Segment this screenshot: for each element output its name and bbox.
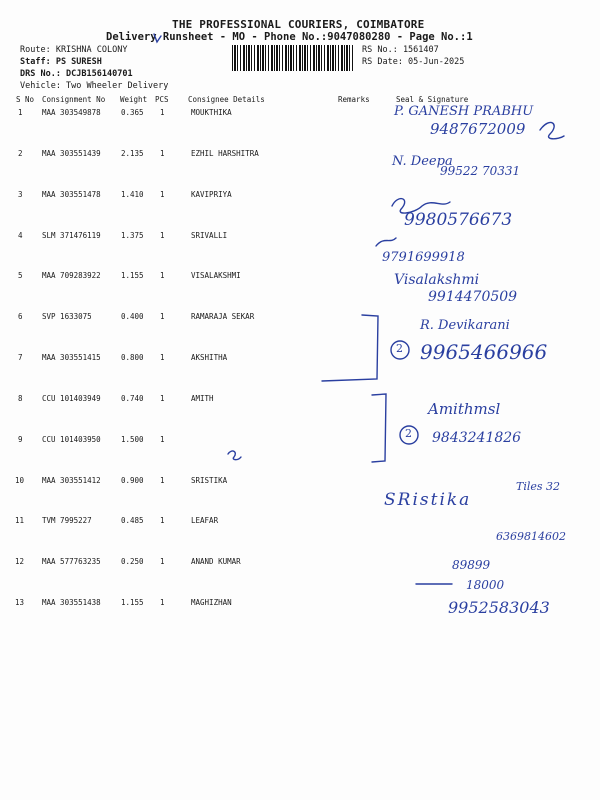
sig2-name: N. Deepa [392,154,453,169]
row-sno: 13 [15,598,25,607]
row-consignee: VISALAKSHMI [191,271,241,280]
row-consignee: LEAFAR [191,516,219,525]
rs-date-label: RS Date: 05-Jun-2025 [362,57,465,67]
row-consignee: AKSHITHA [191,353,228,362]
col-weight: Weight [120,95,148,104]
row-sno: 10 [15,476,25,485]
row-weight: 1.155 [121,271,144,280]
row-sno: 5 [18,271,23,280]
row-consignment: MAA 303551415 [42,353,101,362]
row-sno: 3 [18,190,23,199]
row-consignee: EZHIL HARSHITRA [191,149,259,158]
row-pcs: 1 [160,598,165,607]
row-consignment: CCU 101403949 [42,394,101,403]
sig6-name: R. Devikarani [420,318,510,333]
sig3-phone: 9980576673 [404,210,513,230]
sig4-phone: 9791699918 [382,250,465,265]
sig1-name: P. GANESH PRABHU [394,104,534,119]
row-pcs: 1 [160,108,165,117]
row-weight: 1.410 [121,190,144,199]
tick-mark [154,34,161,42]
sig10-note: Tiles 32 [516,480,561,493]
row-consignee: SRIVALLI [191,231,228,240]
route-label: Route: KRISHNA COLONY [20,45,128,55]
row-consignment: SVP 1633075 [42,312,92,321]
row-sno: 4 [18,231,23,240]
row-pcs: 1 [160,231,165,240]
row-sno: 9 [18,435,23,444]
row-weight: 0.485 [121,516,144,525]
row-consignee: ANAND KUMAR [191,557,241,566]
row-sno: 7 [18,353,23,362]
sig2-phone: 99522 70331 [440,164,521,178]
col-seal: Seal & Signature [396,95,469,104]
runsheet-title: Delivery Runsheet - MO - Phone No.:9047080280 - Page No.:1 [106,31,473,43]
row-consignee: KAVIPRIYA [191,190,232,199]
row-sno: 8 [18,394,23,403]
sig12-phone: 89899 [452,558,491,572]
bracket-rows-8-9 [372,394,386,462]
vehicle-label: Vehicle: Two Wheeler Delivery [20,81,169,91]
drs-label: DRS No.: DCJB156140701 [20,69,133,79]
row-weight: 0.740 [121,394,144,403]
row-weight: 0.900 [121,476,144,485]
row-weight: 0.365 [121,108,144,117]
row-consignment: MAA 303549878 [42,108,101,117]
company-title: THE PROFESSIONAL COURIERS, COIMBATORE [172,18,425,31]
row-pcs: 1 [160,271,165,280]
col-sno: S No [16,95,35,104]
row-consignment: SLM 371476119 [42,231,101,240]
row-consignee: MAGHIZHAN [191,598,232,607]
rs-no-label: RS No.: 1561407 [362,45,439,55]
ink-squiggle [228,451,241,460]
row-pcs: 1 [160,557,165,566]
row-pcs: 1 [160,394,165,403]
row-consignment: MAA 303551412 [42,476,101,485]
row-weight: 1.500 [121,435,144,444]
row-sno: 1 [18,108,23,117]
row-consignment: MAA 577763235 [42,557,101,566]
row-pcs: 1 [160,516,165,525]
row-pcs: 1 [160,476,165,485]
col-consignee: Consignee Details [188,95,265,104]
row-pcs: 1 [160,190,165,199]
row-consignment: MAA 303551439 [42,149,101,158]
row-sno: 11 [15,516,25,525]
row-consignee: AMITH [191,394,214,403]
row-pcs: 1 [160,149,165,158]
row-consignee: MOUKTHIKA [191,108,232,117]
sig6-circle-number: 2 [396,342,403,355]
row-sno: 12 [15,557,25,566]
row-consignee: SRISTIKA [191,476,228,485]
row-weight: 0.800 [121,353,144,362]
sig10-name: SRistika [384,490,472,510]
row-weight: 1.155 [121,598,144,607]
row-consignee: RAMARAJA SEKAR [191,312,255,321]
row-pcs: 1 [160,353,165,362]
row-consignment: MAA 303551438 [42,598,101,607]
row-sno: 6 [18,312,23,321]
row-weight: 1.375 [121,231,144,240]
sig8-circle-number: 2 [405,427,412,440]
row-weight: 2.135 [121,149,144,158]
sig8-name: Amithmsl [428,400,501,418]
col-consignment: Consignment No [42,95,106,104]
signature-flourish [540,122,564,138]
sig5-phone: 9914470509 [428,289,518,305]
col-remarks: Remarks [338,95,370,104]
row-sno: 2 [18,149,23,158]
row-pcs: 1 [160,435,165,444]
signature-scribble [376,238,396,246]
row-weight: 0.250 [121,557,144,566]
row-pcs: 1 [160,312,165,321]
row-weight: 0.400 [121,312,144,321]
bracket-rows-6-7 [322,315,378,381]
sig12-extra: 18000 [466,578,505,592]
row-consignment: CCU 101403950 [42,435,101,444]
sig13-phone: 9952583043 [448,598,550,617]
sig11-phone: 6369814602 [496,530,566,543]
sig8-phone: 9843241826 [432,430,522,446]
sig6-phone: 9965466966 [420,340,548,364]
col-pcs: PCS [155,95,169,104]
sig5-name: Visalakshmi [394,272,480,288]
row-consignment: MAA 303551478 [42,190,101,199]
sig1-phone: 9487672009 [430,120,526,138]
row-consignment: TVM 7995227 [42,516,92,525]
row-consignment: MAA 709283922 [42,271,101,280]
staff-label: Staff: PS SURESH [20,57,102,67]
